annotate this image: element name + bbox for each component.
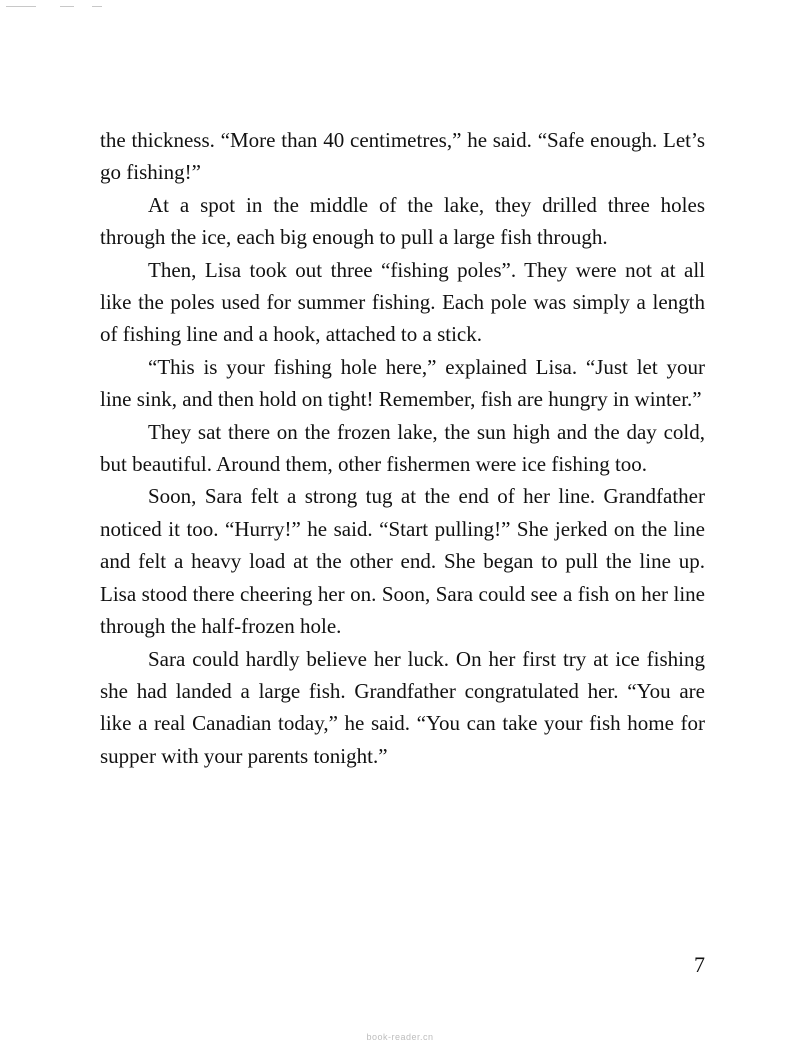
paragraph-6: Soon, Sara felt a strong tug at the end of her line. Grandfather noticed it too. “Hurry!” he said. “Start pulling!” She jerked on the line and felt a heavy load at the other end. She began to pull the line up. Lisa stood there cheering her on. Soon, Sara could see a fish on her line through the half-frozen hole. xyxy=(100,484,705,639)
paragraph-4: “This is your fishing hole here,” explained Lisa. “Just let your line sink, and then hold on tight! Remember, fish are hungry in winter.” xyxy=(100,354,705,412)
paragraph-5: They sat there on the frozen lake, the sun high and the day cold, but beautiful. Around them, other fishermen were ice fishing too. xyxy=(100,419,705,477)
paragraph-1: the thickness. “More than 40 centimetres,” he said. “Safe enough. Let’s go fishing!” xyxy=(100,128,705,185)
page-number: 7 xyxy=(694,952,705,977)
watermark: book-reader.cn xyxy=(366,1032,434,1042)
body-text xyxy=(100,124,705,772)
paragraph-7: Sara could hardly believe her luck. On her first try at ice fishing she had landed a large fish. Grandfather congratulated her. “You are like a real Canadian today,” he said. “You can take your fish home for supper with your parents tonight.” xyxy=(100,646,705,768)
paragraph-3: Then, Lisa took out three “fishing poles”. They were not at all like the poles used for summer fishing. Each pole was simply a length of fishing line and a hook, attached to a stick. xyxy=(100,257,705,347)
paragraph-2: At a spot in the middle of the lake, they drilled three holes through the ice, each big enough to pull a large fish through. xyxy=(100,192,705,250)
scan-edge-marks xyxy=(0,4,120,10)
